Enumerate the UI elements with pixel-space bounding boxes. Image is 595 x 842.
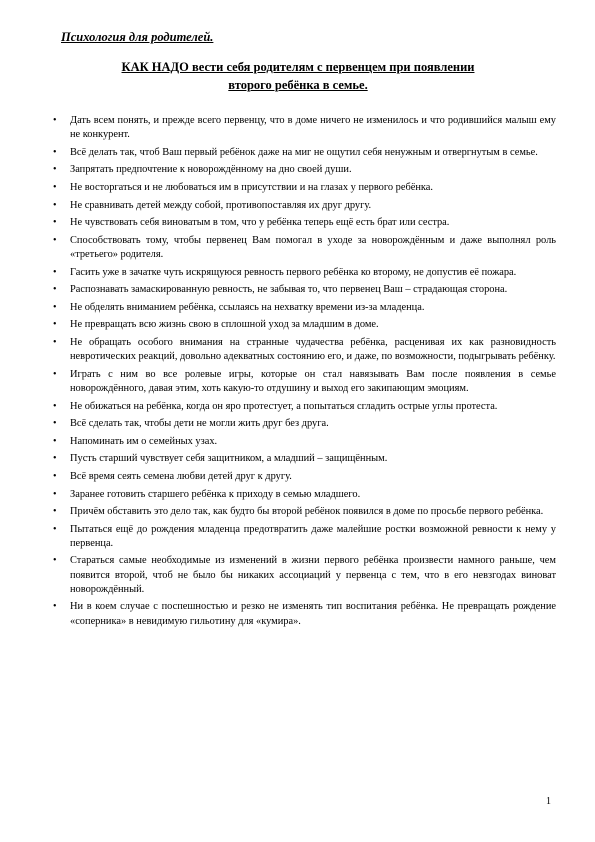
list-item [52,417,556,431]
list-item-text: Причём обставить это дело так, как будто бы второй ребёнок появился в доме по просьбе первого ребёнка. [70,506,544,518]
bullet-icon: • [53,164,57,176]
list-item [52,336,556,364]
list-item-text: Не восторгаться и не любоваться им в присутствии и на глазах у первого ребёнка. [70,181,434,193]
list-item-text: Не обделять вниманием ребёнка, ссылаясь на нехватку времени из-за младенца. [70,301,425,313]
list-item-text: Распознавать замаскированную ревность, не забывая то, что первенец Ваш – страдающая сторона. [70,284,508,296]
list-item [52,301,556,315]
bullet-icon: • [53,146,57,158]
list-item-text: Дать всем понять, и прежде всего первенцу, что в доме ничего не изменилось и что родившийся малыш ему не конкурент. [70,115,556,141]
bullet-icon: • [53,470,57,482]
list-item-text: Не сравнивать детей между собой, противопоставляя их друг другу. [70,199,372,211]
list-item [52,146,556,160]
bullet-icon: • [53,284,57,296]
bullet-icon: • [53,266,57,278]
bullet-icon: • [53,199,57,211]
list-item-text: Способствовать тому, чтобы первенец Вам помогал в уходе за новорождённым и даже выполнял роль «третьего» родителя. [70,234,556,260]
bullet-icon: • [53,181,57,193]
list-item [52,283,556,297]
list-item [52,470,556,484]
bullet-icon: • [53,523,57,535]
list-item [52,266,556,280]
bullet-icon: • [53,488,57,500]
bullet-icon: • [53,506,57,518]
advice-list [52,114,556,632]
title-line-2: второго ребёнка в семье. [228,78,368,92]
bullet-icon: • [53,601,57,613]
list-item-text: Всё сделать так, чтобы дети не могли жить друг без друга. [70,418,329,430]
bullet-icon: • [53,115,57,126]
list-item [52,488,556,502]
list-item-text: Пытаться ещё до рождения младенца предотвратить даже малейшие ростки возможной ревности к нему у первенца. [70,523,556,549]
bullet-icon: • [53,435,57,447]
list-item-text: Напоминать им о семейных узах. [70,435,218,447]
list-item [52,163,556,177]
bullet-icon: • [53,555,57,567]
list-item-text: Заранее готовить старшего ребёнка к приходу в семью младшего. [70,488,361,500]
list-item [52,368,556,396]
list-item-text: Ни в коем случае с поспешностью и резко не изменять тип воспитания ребёнка. Не превращать рождение «соперника» в невидимую гильотину для «кумира». [70,601,556,627]
list-item [52,554,556,597]
list-item-text: Всё делать так, чтоб Ваш первый ребёнок даже на миг не ощутил себя ненужным и отвергнутым в семье. [70,146,538,158]
bullet-icon: • [53,217,57,229]
list-item-text: Стараться самые необходимые из изменений в жизни первого ребёнка произвести намного раньше, чем появится второй, чтоб не было бы никаких ассоциаций у первенца с тем, что в его невзгодах виноват новорождённый. [70,555,556,595]
list-item [52,600,556,628]
list-item [52,435,556,449]
list-item-text: Не обращать особого внимания на странные чудачества ребёнка, расценивая их как разновидность невротических реакций, довольно адекватных состоянию его, и даже, по возможности, подыгрывать ребёнку. [70,336,556,363]
list-item-text: Не обижаться на ребёнка, когда он яро протестует, а попытаться сгладить острые углы протеста. [70,400,498,412]
list-item [52,216,556,230]
list-item-text: Не чувствовать себя виноватым в том, что у ребёнка теперь ещё есть брат или сестра. [70,217,450,229]
list-item-text: Запрятать предпочтение к новорождённому на дно своей души. [70,164,352,176]
list-item-text: Не превращать всю жизнь свою в сплошной уход за младшим в доме. [70,319,379,331]
list-item-text: Гасить уже в зачатке чуть искрящуюся ревность первого ребёнка ко второму, не допустив её пожара. [70,266,517,278]
bullet-icon: • [53,368,57,380]
list-item [52,234,556,262]
list-item [52,114,556,142]
page-number: 1 [546,796,551,807]
bullet-icon: • [53,301,57,313]
list-item [52,452,556,466]
bullet-icon: • [53,234,57,246]
bullet-icon: • [53,319,57,331]
list-item [52,199,556,213]
bullet-icon: • [53,400,57,412]
list-item-text: Всё время сеять семена любви детей друг к другу. [70,470,292,482]
list-item [52,181,556,195]
title-line-1: КАК НАДО вести себя родителям с первенцем при появлении [121,60,475,74]
page-title [60,58,536,94]
bullet-icon: • [53,453,57,465]
bullet-icon: • [53,336,57,348]
list-item-text: Пусть старший чувствует себя защитником, а младший – защищённым. [70,453,388,465]
bullet-icon: • [53,418,57,430]
section-label: Психология для родителей. [61,30,214,44]
list-item [52,505,556,519]
list-item [52,523,556,551]
list-item [52,318,556,332]
list-item [52,400,556,414]
list-item-text: Играть с ним во все ролевые игры, которые он стал навязывать Вам после появления в семье новорождённого, давая этим, хоть какую-то отдушину и выход его закипающим эмоциям. [70,368,556,394]
